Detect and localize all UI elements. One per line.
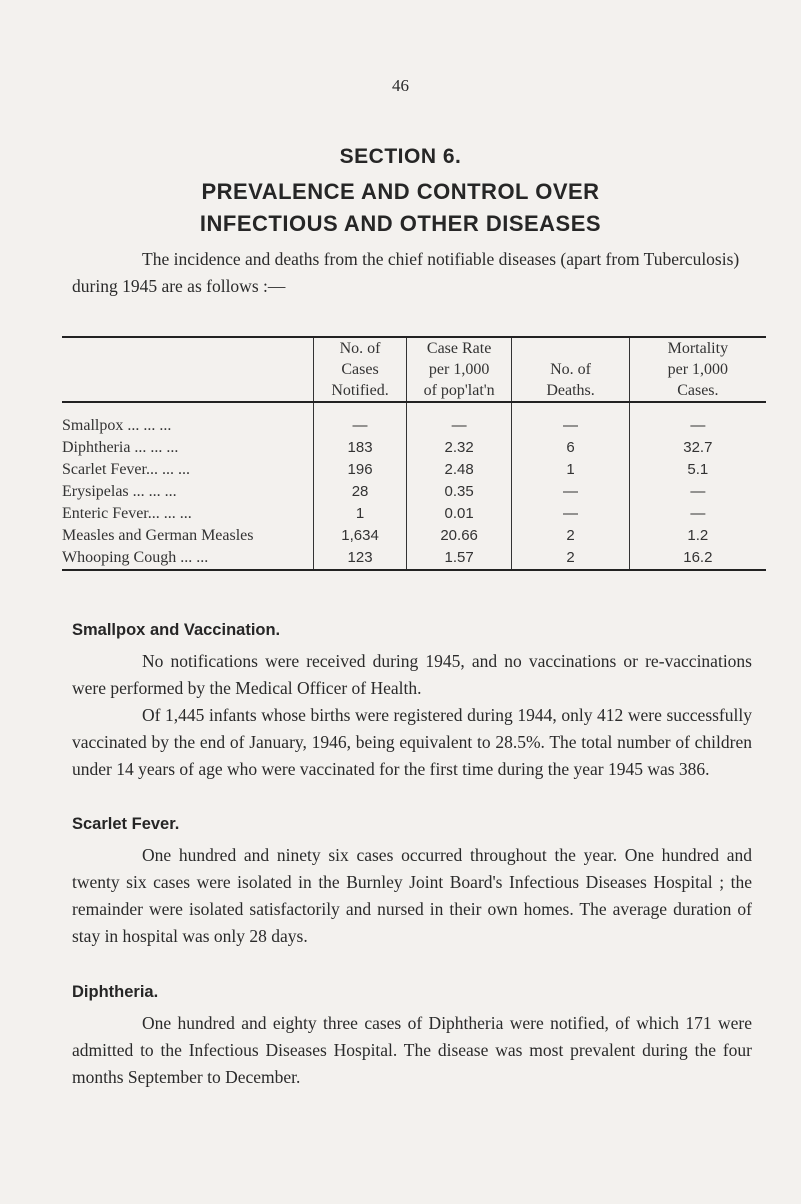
- diphtheria-heading: Diphtheria.: [72, 983, 159, 1001]
- table-cell: 2: [512, 547, 629, 570]
- table-cell: —: [629, 503, 766, 525]
- diphtheria-paragraph: One hundred and eighty three cases of Diphtheria were notified, of which 171 were admitted to the Infectious Diseases Hospital. The disease was most prevalent during the four months September to December.: [72, 1013, 752, 1087]
- table-cell: 1: [314, 503, 407, 525]
- column-header: [62, 337, 314, 402]
- table-header-row: [62, 337, 766, 402]
- table-row: [62, 503, 766, 525]
- column-header: No. of Cases Notified.: [314, 337, 407, 402]
- smallpox-paragraph-2: Of 1,445 infants whose births were registered during 1944, only 412 were successfully vaccinated by the end of January, 1946, being equivalent to 28.5%. The total number of children under 14 years of age who were vaccinated for the first time during the year 1945 was 386.: [72, 705, 752, 779]
- table-cell: 5.1: [629, 459, 766, 481]
- column-header: Case Rate per 1,000 of pop'lat'n: [406, 337, 512, 402]
- table-cell: —: [406, 402, 512, 437]
- disease-name-cell: Erysipelas ... ... ...: [62, 483, 177, 500]
- disease-statistics-table: [62, 336, 766, 571]
- table-cell: —: [512, 481, 629, 503]
- table-cell: —: [629, 481, 766, 503]
- table-cell: 196: [314, 459, 407, 481]
- disease-name-cell: Diphtheria ... ... ...: [62, 439, 179, 456]
- table-cell: 123: [314, 547, 407, 570]
- table-cell: 2: [512, 525, 629, 547]
- table-cell: 1,634: [314, 525, 407, 547]
- table-cell: 1.57: [406, 547, 512, 570]
- table-cell: 32.7: [629, 437, 766, 459]
- table-cell: 0.35: [406, 481, 512, 503]
- disease-name-cell: Measles and German Measles: [62, 527, 254, 544]
- table-cell: —: [629, 402, 766, 437]
- page-number: 46: [392, 76, 409, 95]
- page-title-line-1: PREVALENCE AND CONTROL OVER: [201, 179, 600, 204]
- table-row: [62, 402, 766, 437]
- smallpox-heading: Smallpox and Vaccination.: [72, 621, 281, 639]
- intro-paragraph: The incidence and deaths from the chief notifiable diseases (apart from Tuberculosis) during 1945 are as follows :—: [72, 249, 740, 296]
- table-cell: 6: [512, 437, 629, 459]
- column-header: Mortality per 1,000 Cases.: [629, 337, 766, 402]
- table-row: [62, 437, 766, 459]
- page-title-line-2: INFECTIOUS AND OTHER DISEASES: [199, 211, 602, 236]
- table-row: [62, 481, 766, 503]
- table-cell: 28: [314, 481, 407, 503]
- table-cell: 2.32: [406, 437, 512, 459]
- smallpox-paragraph-1: No notifications were received during 1945, and no vaccinations or re-vaccinations were performed by the Medical Officer of Health.: [72, 651, 752, 698]
- scarlet-fever-paragraph: One hundred and ninety six cases occurred throughout the year. One hundred and twenty six cases were isolated in the Burnley Joint Board's Infectious Diseases Hospital ; the remainder were isolated satisfactorily and nursed in their own homes. The average duration of stay in hospital was only 28 days.: [72, 845, 752, 946]
- disease-name-cell: Scarlet Fever... ... ...: [62, 461, 190, 478]
- table-cell: 1: [512, 459, 629, 481]
- table-cell: 16.2: [629, 547, 766, 570]
- table-cell: 0.01: [406, 503, 512, 525]
- section-label: SECTION 6.: [339, 145, 462, 168]
- table-row: [62, 459, 766, 481]
- table-cell: —: [314, 402, 407, 437]
- table-cell: —: [512, 402, 629, 437]
- column-header: No. of Deaths.: [512, 337, 629, 402]
- table-cell: 1.2: [629, 525, 766, 547]
- table-cell: —: [512, 503, 629, 525]
- disease-name-cell: Smallpox ... ... ...: [62, 417, 172, 434]
- disease-name-cell: Whooping Cough ... ...: [62, 547, 314, 570]
- disease-name-cell: Enteric Fever... ... ...: [62, 505, 192, 522]
- table-row: [62, 525, 766, 547]
- table-row: [62, 547, 766, 570]
- table-cell: 20.66: [406, 525, 512, 547]
- scarlet-fever-heading: Scarlet Fever.: [72, 815, 180, 833]
- table-cell: 2.48: [406, 459, 512, 481]
- table-cell: 183: [314, 437, 407, 459]
